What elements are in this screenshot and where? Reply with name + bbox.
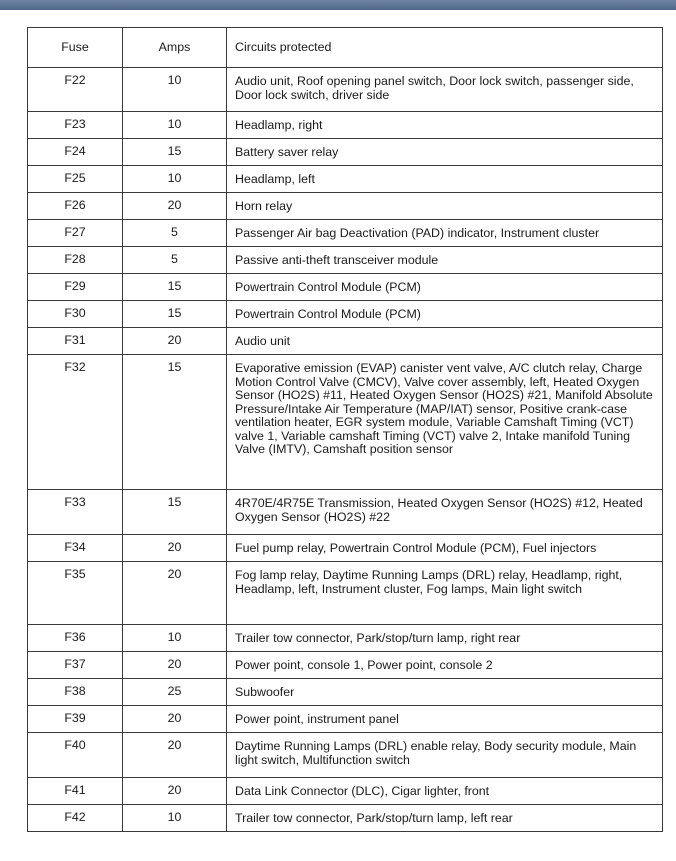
table-row — [28, 562, 663, 625]
fuse-cell: F29 — [28, 274, 123, 301]
amps-cell: 20 — [123, 535, 227, 562]
table-row — [28, 274, 663, 301]
fuse-cell: F31 — [28, 328, 123, 355]
amps-cell: 5 — [123, 247, 227, 274]
circuits-cell: Trailer tow connector, Park/stop/turn lamp, left rear — [227, 805, 663, 832]
table-row — [28, 220, 663, 247]
fuse-cell: F33 — [28, 490, 123, 535]
circuits-cell: Power point, instrument panel — [227, 706, 663, 733]
table-row — [28, 679, 663, 706]
fuse-cell: F27 — [28, 220, 123, 247]
table-row — [28, 805, 663, 832]
table-row — [28, 139, 663, 166]
amps-cell: 20 — [123, 778, 227, 805]
circuits-cell: Data Link Connector (DLC), Cigar lighter, front — [227, 778, 663, 805]
table-body — [28, 68, 663, 832]
table-row — [28, 112, 663, 139]
circuits-cell: Passive anti-theft transceiver module — [227, 247, 663, 274]
fuse-cell: F36 — [28, 625, 123, 652]
amps-cell: 20 — [123, 652, 227, 679]
circuits-cell: Trailer tow connector, Park/stop/turn lamp, right rear — [227, 625, 663, 652]
circuits-cell: Headlamp, right — [227, 112, 663, 139]
fuse-cell: F37 — [28, 652, 123, 679]
table-row — [28, 706, 663, 733]
amps-cell: 10 — [123, 112, 227, 139]
amps-cell: 10 — [123, 166, 227, 193]
header-circuits: Circuits protected — [227, 28, 663, 68]
amps-cell: 15 — [123, 490, 227, 535]
amps-cell: 20 — [123, 562, 227, 625]
amps-cell: 10 — [123, 805, 227, 832]
amps-cell: 15 — [123, 139, 227, 166]
top-banner — [0, 0, 676, 10]
table-row — [28, 301, 663, 328]
fuse-cell: F35 — [28, 562, 123, 625]
amps-cell: 15 — [123, 355, 227, 490]
fuse-cell: F39 — [28, 706, 123, 733]
amps-cell: 10 — [123, 68, 227, 112]
table-row — [28, 68, 663, 112]
circuits-cell: Evaporative emission (EVAP) canister vent valve, A/C clutch relay, Charge Motion Control Valve (CMCV), Valve cover assembly, left, Heated Oxygen Sensor (HO2S) #11, Heated Oxygen Sensor (HO2S) #21, Manifold Absolute Pressure/Intake Air Temperature (MAP/IAT) sensor, Positive crank-case ventilation heater, EGR system module, Variable Camshaft Timing (VCT) valve 1, Variable camshaft Timing (VCT) valve 2, Intake manifold Tuning Valve (IMTV), Camshaft position sensor — [227, 355, 663, 490]
table-row — [28, 778, 663, 805]
amps-cell: 25 — [123, 679, 227, 706]
circuits-cell: Subwoofer — [227, 679, 663, 706]
table-row — [28, 355, 663, 490]
table-row — [28, 535, 663, 562]
amps-cell: 20 — [123, 328, 227, 355]
amps-cell: 5 — [123, 220, 227, 247]
circuits-cell: Headlamp, left — [227, 166, 663, 193]
table-header-row — [28, 28, 663, 68]
circuits-cell: Daytime Running Lamps (DRL) enable relay, Body security module, Main light switch, Multifunction switch — [227, 733, 663, 778]
table-row — [28, 193, 663, 220]
amps-cell: 20 — [123, 706, 227, 733]
amps-cell: 20 — [123, 193, 227, 220]
circuits-cell: Fog lamp relay, Daytime Running Lamps (DRL) relay, Headlamp, right, Headlamp, left, Instrument cluster, Fog lamps, Main light switch — [227, 562, 663, 625]
fuse-cell: F34 — [28, 535, 123, 562]
table-row — [28, 166, 663, 193]
amps-cell: 15 — [123, 301, 227, 328]
circuits-cell: Audio unit, Roof opening panel switch, Door lock switch, passenger side, Door lock switch, driver side — [227, 68, 663, 112]
fuse-cell: F40 — [28, 733, 123, 778]
fuse-table — [27, 27, 663, 832]
fuse-cell: F22 — [28, 68, 123, 112]
table-row — [28, 490, 663, 535]
fuse-cell: F25 — [28, 166, 123, 193]
fuse-cell: F26 — [28, 193, 123, 220]
table-row — [28, 328, 663, 355]
table-row — [28, 625, 663, 652]
circuits-cell: Battery saver relay — [227, 139, 663, 166]
table-row — [28, 652, 663, 679]
header-fuse: Fuse — [28, 28, 123, 68]
table-row — [28, 247, 663, 274]
circuits-cell: Fuel pump relay, Powertrain Control Module (PCM), Fuel injectors — [227, 535, 663, 562]
circuits-cell: Powertrain Control Module (PCM) — [227, 274, 663, 301]
amps-cell: 20 — [123, 733, 227, 778]
fuse-cell: F42 — [28, 805, 123, 832]
amps-cell: 15 — [123, 274, 227, 301]
fuse-cell: F41 — [28, 778, 123, 805]
circuits-cell: 4R70E/4R75E Transmission, Heated Oxygen Sensor (HO2S) #12, Heated Oxygen Sensor (HO2S) #22 — [227, 490, 663, 535]
table-row — [28, 733, 663, 778]
circuits-cell: Audio unit — [227, 328, 663, 355]
header-amps: Amps — [123, 28, 227, 68]
circuits-cell: Horn relay — [227, 193, 663, 220]
fuse-cell: F38 — [28, 679, 123, 706]
circuits-cell: Passenger Air bag Deactivation (PAD) indicator, Instrument cluster — [227, 220, 663, 247]
amps-cell: 10 — [123, 625, 227, 652]
fuse-cell: F28 — [28, 247, 123, 274]
fuse-cell: F30 — [28, 301, 123, 328]
circuits-cell: Power point, console 1, Power point, console 2 — [227, 652, 663, 679]
circuits-cell: Powertrain Control Module (PCM) — [227, 301, 663, 328]
fuse-cell: F23 — [28, 112, 123, 139]
fuse-cell: F24 — [28, 139, 123, 166]
fuse-cell: F32 — [28, 355, 123, 490]
